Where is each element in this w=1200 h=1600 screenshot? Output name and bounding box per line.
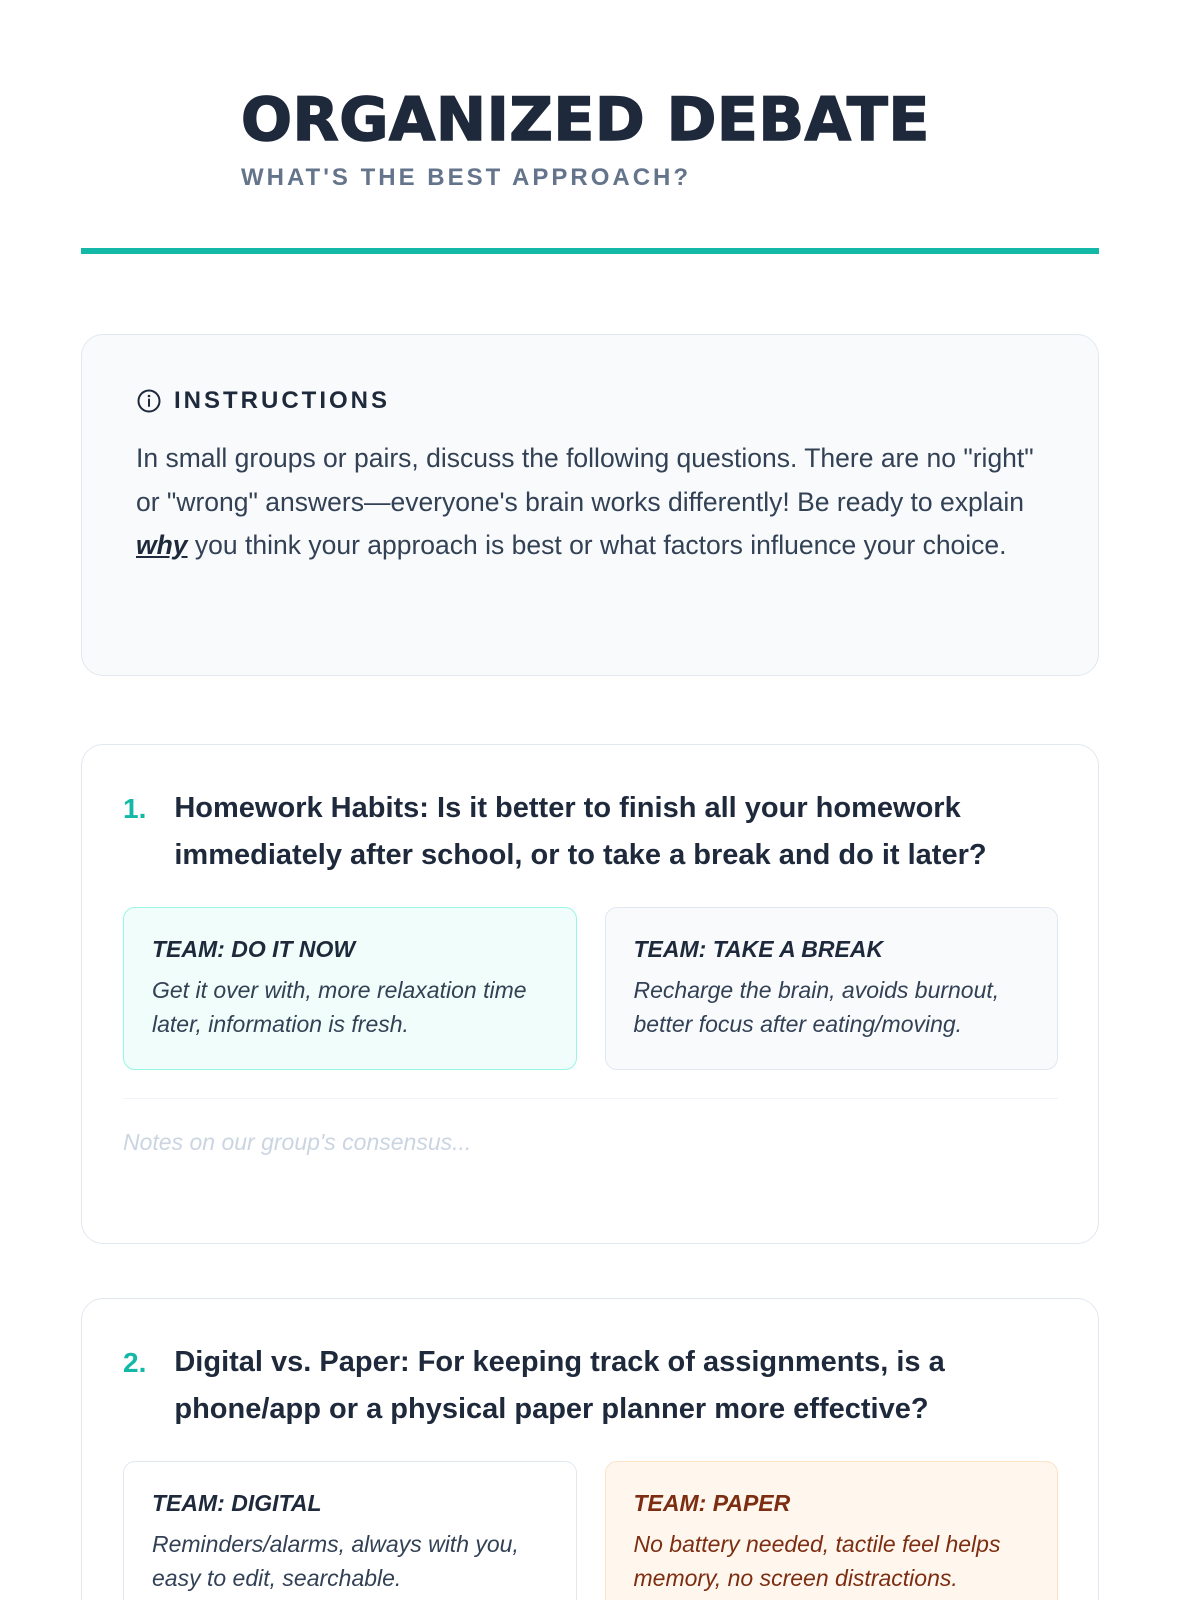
team-description: No battery needed, tactile feel helps memory, no screen distractions.: [633, 1531, 1001, 1591]
team-description: Get it over with, more relaxation time later, information is fresh.: [152, 977, 527, 1037]
instructions-text-part2: you think your approach is best or what factors influence your choice.: [187, 530, 1007, 560]
teams-row: [123, 907, 1058, 1070]
question-number: 2.: [123, 1347, 147, 1378]
instructions-title: INSTRUCTIONS: [174, 387, 390, 414]
instructions-emphasis: why: [136, 530, 188, 560]
team-card-take-a-break: [605, 907, 1059, 1070]
notes-field[interactable]: Notes on our group's consensus...: [123, 1098, 1058, 1156]
team-card-digital: [123, 1461, 577, 1600]
team-name: TEAM: TAKE A BREAK: [633, 936, 884, 962]
team-name: TEAM: PAPER: [633, 1490, 791, 1516]
info-icon: [136, 388, 162, 414]
teams-row: [123, 1461, 1058, 1600]
team-card-do-it-now: [123, 907, 577, 1070]
question-header: [123, 1339, 1058, 1433]
question-header: [123, 785, 1058, 879]
team-description: Reminders/alarms, always with you, easy to edit, searchable.: [152, 1531, 519, 1591]
page-title: ORGANIZED DEBATE: [241, 85, 930, 155]
question-card-1: [81, 744, 1099, 1244]
question-text: Homework Habits: Is it better to finish all your homework immediately after school, or to take a break and do it later?: [174, 792, 987, 871]
instructions-header: [136, 387, 1044, 415]
page-header: [81, 0, 1099, 254]
page-subtitle: WHAT'S THE BEST APPROACH?: [241, 164, 692, 191]
question-number: 1.: [123, 793, 147, 824]
instructions-text-part1: In small groups or pairs, discuss the following questions. There are no "right" or "wrong" answers—everyone's brain works differently! Be ready to explain: [136, 443, 1034, 517]
question-text: Digital vs. Paper: For keeping track of assignments, is a phone/app or a physical paper planner more effective?: [174, 1346, 945, 1425]
instructions-text: [136, 437, 1044, 568]
team-name: TEAM: DIGITAL: [152, 1490, 322, 1516]
question-card-2: [81, 1298, 1099, 1600]
team-description: Recharge the brain, avoids burnout, better focus after eating/moving.: [633, 977, 1000, 1037]
instructions-box: [81, 334, 1099, 676]
team-card-paper: [605, 1461, 1059, 1600]
team-name: TEAM: DO IT NOW: [152, 936, 356, 962]
